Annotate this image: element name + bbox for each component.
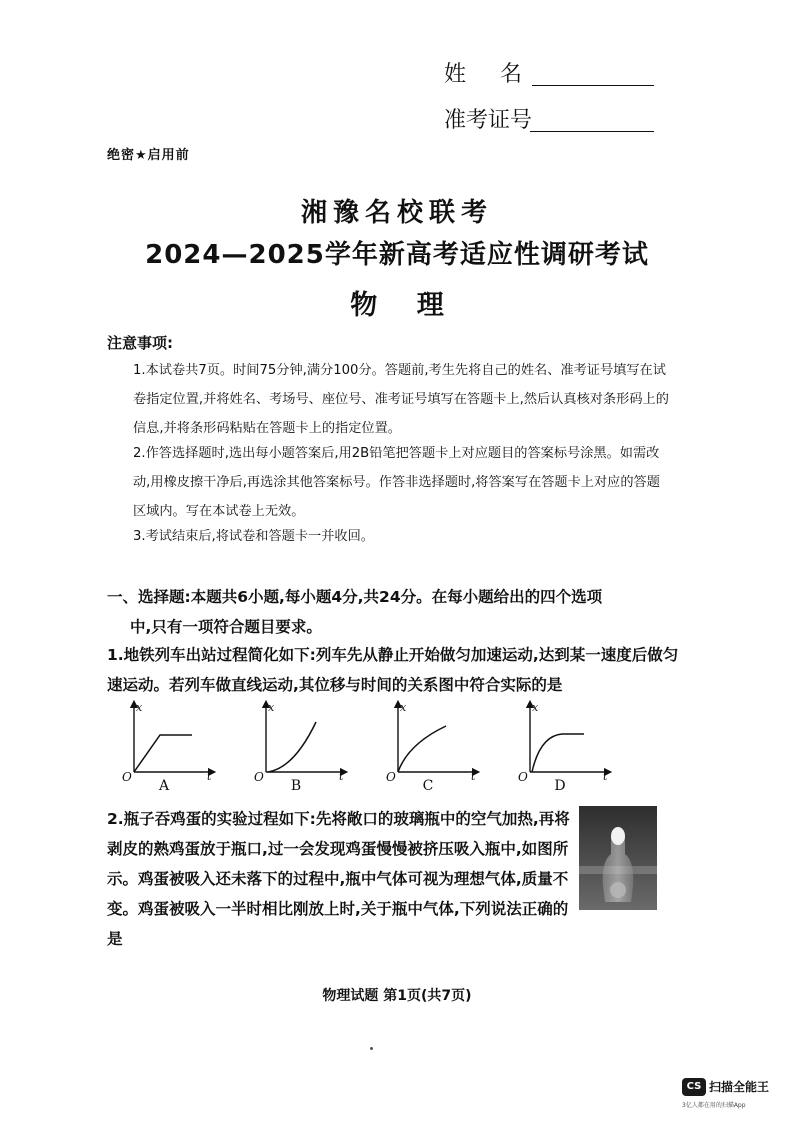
notice-item-1 <box>133 356 673 443</box>
notice-item-num: 3. <box>133 529 146 544</box>
scanner-watermark <box>682 1078 782 1118</box>
exam-title-line2: 2024—2025学年新高考适应性调研考试 <box>145 240 649 270</box>
camscanner-logo-icon: CS <box>682 1078 706 1096</box>
notice-item-num: 1. <box>133 363 146 378</box>
notice-item-text: 考试结束后,将试卷和答题卡一并收回。 <box>145 529 374 544</box>
notice-item-2 <box>133 439 673 526</box>
name-blank-line[interactable] <box>532 85 654 86</box>
graph-b-origin: O <box>254 770 264 784</box>
graph-c-origin: O <box>386 770 396 784</box>
notice-item-3 <box>133 522 673 551</box>
secret-mark: 绝密★启用前 <box>107 148 190 163</box>
subject-title: 物 理 <box>350 290 444 321</box>
section-heading-line1: 一、选择题:本题共6小题,每小题4分,共24分。在每小题给出的四个选项 <box>107 588 603 606</box>
watermark-slogan: 3亿人都在用的扫描App <box>682 1102 746 1109</box>
scan-speck <box>370 1047 373 1050</box>
option-label-b[interactable]: B <box>290 778 302 794</box>
question-2-text: 2.瓶子吞鸡蛋的实验过程如下:先将敞口的玻璃瓶中的空气加热,再将剥皮的熟鸡蛋放于瓶口,过一会发现鸡蛋慢慢被挤压吸入瓶中,如图所示。鸡蛋被吸入还未落下的过程中,瓶中气体可视为理想气体,质量不变。鸡蛋被吸入一半时相比刚放上时,关于瓶中气体,下列说法正确的是 <box>107 810 570 948</box>
option-label-c[interactable]: C <box>422 778 434 794</box>
graph-a-axis-x: t <box>207 770 212 783</box>
notice-heading: 注意事项: <box>107 334 173 352</box>
option-label-d[interactable]: D <box>554 778 566 794</box>
option-label-a[interactable]: A <box>158 778 170 794</box>
graph-b-axis-x: t <box>339 770 344 783</box>
exam-id-blank-line[interactable] <box>530 131 654 132</box>
page-footer: 物理试题 第1页(共7页) <box>322 988 472 1004</box>
candidate-name-row <box>444 60 556 90</box>
graph-c-axis-x: t <box>471 770 476 783</box>
question-1-text: 1.地铁列车出站过程简化如下:列车先从静止开始做匀加速运动,达到某一速度后做匀速运动。若列车做直线运动,其位移与时间的关系图中符合实际的是 <box>107 646 679 694</box>
graph-a-axis-y: x <box>136 701 143 714</box>
graph-d-axis-x: t <box>603 770 608 783</box>
section-heading <box>107 582 687 642</box>
candidate-id-row <box>444 106 532 136</box>
section-heading-line2: 中,只有一项符合题目要求。 <box>130 618 322 636</box>
graph-d-axis-y: x <box>532 701 539 714</box>
graph-c-axis-y: x <box>400 701 407 714</box>
notice-item-text: 作答选择题时,选出每小题答案后,用2B铅笔把答题卡上对应题目的答案标号涂黑。如需改动,用橡皮擦干净后,再选涂其他答案标号。作答非选择题时,将答案写在答题卡上对应的答题区域内。写在本试卷上无效。 <box>133 446 660 519</box>
graph-d-origin: O <box>518 770 528 784</box>
name-label: 姓名 <box>444 62 557 87</box>
graph-a-origin: O <box>122 770 132 784</box>
notice-item-num: 2. <box>133 446 146 461</box>
graph-b-axis-y: x <box>268 701 275 714</box>
exam-id-label: 准考证号 <box>444 108 533 133</box>
notice-item-text: 本试卷共7页。时间75分钟,满分100分。答题前,考生先将自己的姓名、准考证号填写在试卷指定位置,并将姓名、考场号、座位号、准考证号填写在答题卡上,然后认真核对条形码上的信息,并将条形码粘贴在答题卡上的指定位置。 <box>133 363 669 436</box>
bottle-egg-photo <box>579 806 657 910</box>
exam-title-line1: 湘豫名校联考 <box>300 198 493 228</box>
watermark-app-name: 扫描全能王 <box>709 1080 770 1094</box>
